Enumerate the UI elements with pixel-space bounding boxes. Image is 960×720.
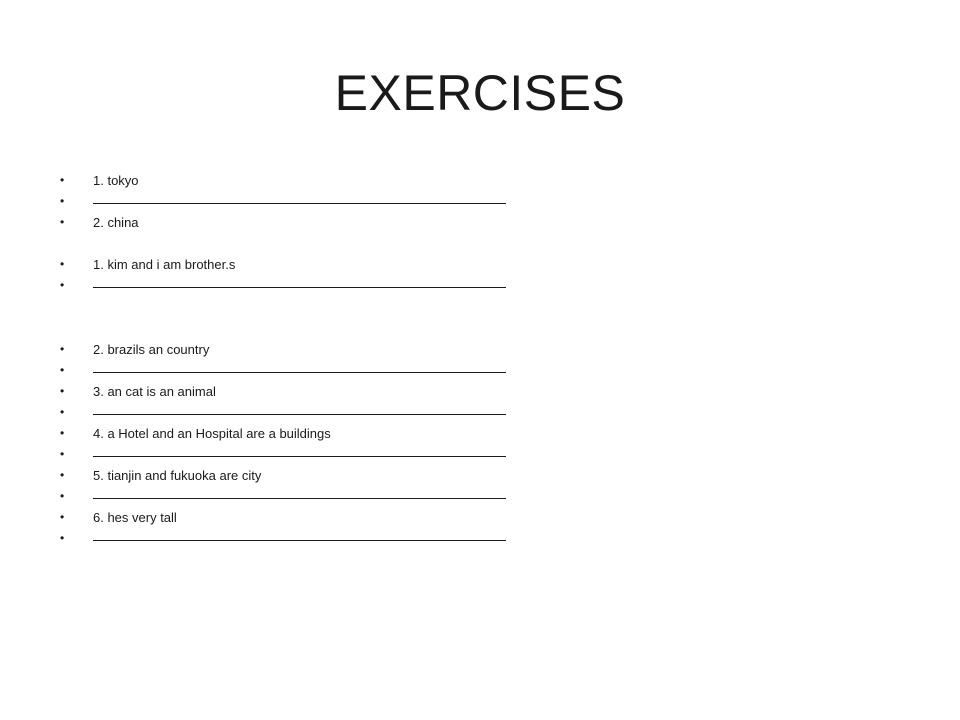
bullet-icon: • bbox=[60, 405, 65, 419]
answer-blank-line bbox=[93, 275, 506, 288]
answer-blank-item bbox=[60, 275, 520, 296]
exercise-item bbox=[60, 381, 520, 402]
bullet-icon: • bbox=[60, 510, 65, 524]
answer-blank-line bbox=[93, 402, 506, 415]
answer-blank-item bbox=[60, 444, 520, 465]
bullet-icon: • bbox=[60, 489, 65, 503]
bullet-icon: • bbox=[60, 278, 65, 292]
bullet-icon: • bbox=[60, 384, 65, 398]
answer-blank-item bbox=[60, 486, 520, 507]
bullet-icon: • bbox=[60, 447, 65, 461]
answer-blank-item bbox=[60, 360, 520, 381]
exercise-item bbox=[60, 339, 520, 360]
answer-blank-item bbox=[60, 402, 520, 423]
exercise-text: 1. tokyo bbox=[93, 173, 139, 188]
bullet-icon: • bbox=[60, 194, 65, 208]
bullet-icon: • bbox=[60, 363, 65, 377]
bullet-icon: • bbox=[60, 342, 65, 356]
exercise-text: 5. tianjin and fukuoka are city bbox=[93, 468, 262, 483]
exercise-item bbox=[60, 423, 520, 444]
exercise-item bbox=[60, 507, 520, 528]
exercise-text: 6. hes very tall bbox=[93, 510, 177, 525]
exercise-item bbox=[60, 212, 520, 233]
answer-blank-item bbox=[60, 191, 520, 212]
exercise-text: 2. china bbox=[93, 215, 139, 230]
list-spacer bbox=[60, 233, 520, 254]
answer-blank-line bbox=[93, 528, 506, 541]
exercise-item bbox=[60, 254, 520, 275]
answer-blank-line bbox=[93, 486, 506, 499]
bullet-icon: • bbox=[60, 468, 65, 482]
exercise-item bbox=[60, 465, 520, 486]
exercise-text: 4. a Hotel and an Hospital are a buildings bbox=[93, 426, 331, 441]
answer-blank-line bbox=[93, 191, 506, 204]
exercise-text: 3. an cat is an animal bbox=[93, 384, 216, 399]
bullet-icon: • bbox=[60, 426, 65, 440]
exercise-text: 1. kim and i am brother.s bbox=[93, 257, 236, 272]
exercise-text: 2. brazils an country bbox=[93, 342, 210, 357]
answer-blank-item bbox=[60, 528, 520, 549]
answer-blank-line bbox=[93, 360, 506, 373]
bullet-icon: • bbox=[60, 257, 65, 271]
exercise-list bbox=[60, 170, 520, 549]
bullet-icon: • bbox=[60, 173, 65, 187]
list-spacer bbox=[60, 296, 520, 339]
exercise-item bbox=[60, 170, 520, 191]
slide-title: EXERCISES bbox=[334, 65, 626, 121]
bullet-icon: • bbox=[60, 531, 65, 545]
answer-blank-line bbox=[93, 444, 506, 457]
bullet-icon: • bbox=[60, 215, 65, 229]
